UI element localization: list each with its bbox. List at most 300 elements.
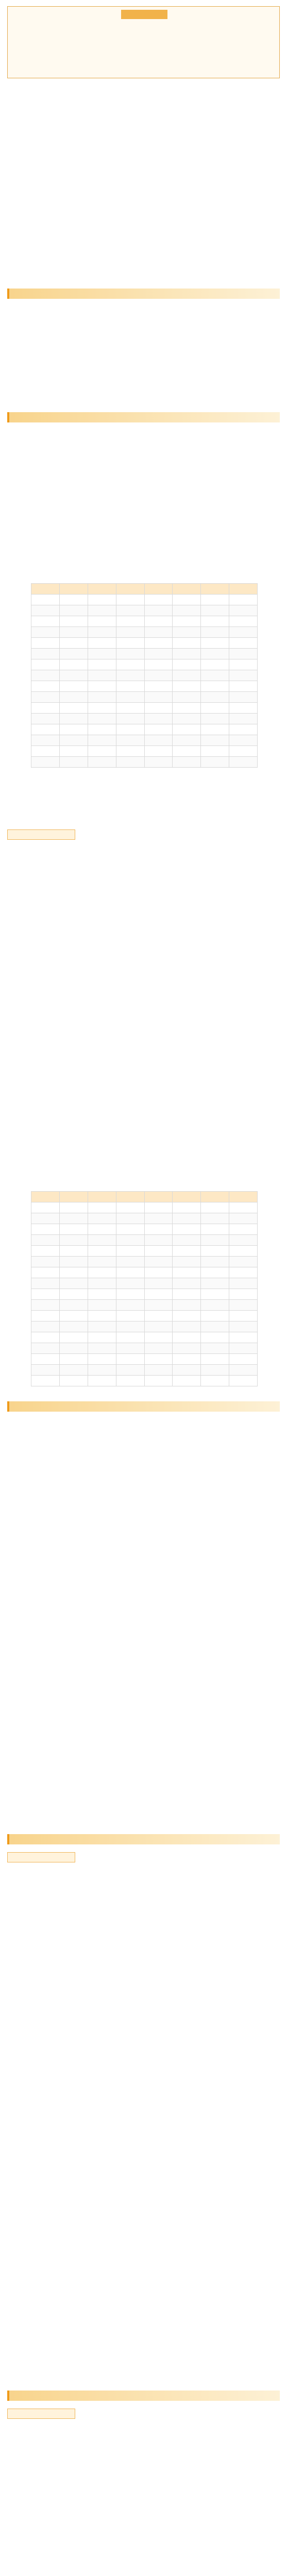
table-cell (173, 1332, 201, 1343)
table-cell (201, 1202, 229, 1213)
table-header-cell (88, 584, 116, 595)
table-cell (116, 1289, 144, 1300)
table-cell (229, 1332, 258, 1343)
table-cell (173, 638, 201, 649)
body-block-11 (7, 2156, 280, 2159)
table-cell (229, 1213, 258, 1224)
section-heading (7, 412, 280, 422)
table-cell (201, 1311, 229, 1321)
table-cell (88, 627, 116, 638)
table-cell (59, 703, 88, 714)
table-row (31, 1257, 258, 1267)
table-cell (229, 1376, 258, 1386)
subsection-tag (7, 829, 75, 840)
table-cell (144, 1289, 173, 1300)
table-body (31, 1202, 258, 1386)
table-cell (59, 1376, 88, 1386)
table-header-cell (229, 1192, 258, 1202)
section-heading (7, 2391, 280, 2401)
body-block-3 (7, 430, 280, 433)
table-cell (173, 627, 201, 638)
table-cell (88, 638, 116, 649)
table-cell (173, 1289, 201, 1300)
table-header-cell (173, 584, 201, 595)
table-cell (31, 714, 60, 724)
table-cell (59, 714, 88, 724)
table-cell (88, 714, 116, 724)
table-header-cell (173, 1192, 201, 1202)
table-cell (144, 681, 173, 692)
table-cell (88, 1213, 116, 1224)
highlight-line (7, 1540, 280, 1549)
table-header-cell (144, 584, 173, 595)
table-cell (31, 1267, 60, 1278)
table-cell (144, 703, 173, 714)
table-cell (144, 1332, 173, 1343)
table-cell (229, 1224, 258, 1235)
table-cell (229, 605, 258, 616)
table-cell (59, 1289, 88, 1300)
table-cell (229, 638, 258, 649)
table-cell (173, 724, 201, 735)
table-cell (144, 1202, 173, 1213)
table-cell (59, 757, 88, 768)
table-row (31, 1213, 258, 1224)
table-cell (229, 1246, 258, 1257)
table-cell (31, 616, 60, 627)
body-block-4 (7, 773, 280, 776)
table-cell (88, 735, 116, 746)
table-cell (31, 692, 60, 703)
table-cell (59, 1224, 88, 1235)
table-cell (229, 1289, 258, 1300)
table-cell (116, 1278, 144, 1289)
table-cell (173, 595, 201, 605)
table-cell (229, 681, 258, 692)
table-cell (173, 714, 201, 724)
table-cell (116, 1246, 144, 1257)
table-header-cell (201, 584, 229, 595)
table-cell (229, 1321, 258, 1332)
table-cell (88, 681, 116, 692)
table-cell (88, 1354, 116, 1365)
table-cell (144, 746, 173, 757)
table-cell (173, 692, 201, 703)
table-cell (173, 1376, 201, 1386)
table-cell (116, 649, 144, 659)
table-cell (59, 627, 88, 638)
table-cell (229, 627, 258, 638)
table-cell (173, 681, 201, 692)
table-cell (173, 659, 201, 670)
table-cell (229, 692, 258, 703)
table-cell (173, 605, 201, 616)
table-cell (201, 1213, 229, 1224)
table-row (31, 757, 258, 768)
body-block-9 (7, 1868, 280, 1871)
body-block-1 (7, 87, 280, 90)
table-cell (116, 1202, 144, 1213)
table-cell (144, 595, 173, 605)
table-cell (59, 746, 88, 757)
table-cell (201, 1246, 229, 1257)
table-row (31, 649, 258, 659)
table-header-cell (88, 1192, 116, 1202)
table-cell (31, 1224, 60, 1235)
table-cell (116, 1343, 144, 1354)
table-cell (116, 595, 144, 605)
table-row (31, 1235, 258, 1246)
table-cell (59, 670, 88, 681)
table-cell (31, 1278, 60, 1289)
body-block-10 (7, 2022, 280, 2025)
table-cell (144, 1257, 173, 1267)
table-cell (88, 692, 116, 703)
table-cell (201, 714, 229, 724)
table-cell (229, 714, 258, 724)
table-cell (88, 1343, 116, 1354)
section-heading (7, 1401, 280, 1412)
table-cell (144, 638, 173, 649)
table-cell (201, 616, 229, 627)
table-cell (173, 670, 201, 681)
table-row (31, 1311, 258, 1321)
table-cell (31, 595, 60, 605)
table-header-cell (31, 584, 60, 595)
table-cell (229, 1235, 258, 1246)
table-cell (31, 681, 60, 692)
table-cell (31, 724, 60, 735)
table-row (31, 1278, 258, 1289)
table-cell (88, 1246, 116, 1257)
table-cell (59, 735, 88, 746)
table-header-cell (116, 1192, 144, 1202)
table-cell (229, 1278, 258, 1289)
table-cell (229, 1343, 258, 1354)
table-cell (229, 595, 258, 605)
table-cell (59, 1343, 88, 1354)
table-cell (144, 670, 173, 681)
table-row (31, 1343, 258, 1354)
table-cell (88, 1202, 116, 1213)
table-cell (144, 1365, 173, 1376)
table-cell (59, 638, 88, 649)
table-cell (116, 670, 144, 681)
table-cell (201, 670, 229, 681)
table-cell (59, 616, 88, 627)
table-cell (144, 605, 173, 616)
table-cell (31, 1365, 60, 1376)
table-row (31, 638, 258, 649)
table-row (31, 692, 258, 703)
table-row (31, 1202, 258, 1213)
table-row (31, 1267, 258, 1278)
table-cell (201, 1235, 229, 1246)
table-cell (116, 659, 144, 670)
table-cell (144, 1235, 173, 1246)
table-cell (173, 1278, 201, 1289)
table-cell (88, 605, 116, 616)
table-cell (88, 1235, 116, 1246)
table-cell (88, 1376, 116, 1386)
table-cell (31, 757, 60, 768)
table-row (31, 1224, 258, 1235)
table-cell (59, 1332, 88, 1343)
table-cell (173, 1267, 201, 1278)
table-body (31, 595, 258, 768)
table-row (31, 724, 258, 735)
table-cell (173, 1235, 201, 1246)
table-cell (116, 735, 144, 746)
table-cell (144, 1213, 173, 1224)
table-cell (31, 735, 60, 746)
table-cell (116, 638, 144, 649)
table-cell (201, 638, 229, 649)
table-row (31, 714, 258, 724)
table-row (31, 1376, 258, 1386)
table-cell (201, 605, 229, 616)
table-cell (88, 757, 116, 768)
table-cell (173, 1321, 201, 1332)
table-cell (201, 1332, 229, 1343)
table-header-cell (59, 1192, 88, 1202)
data-table-1 (31, 583, 258, 768)
table-cell (59, 1267, 88, 1278)
table-cell (144, 1321, 173, 1332)
table-cell (229, 1202, 258, 1213)
table-cell (229, 757, 258, 768)
table-cell (173, 757, 201, 768)
table-cell (59, 605, 88, 616)
table-cell (116, 1224, 144, 1235)
table-cell (31, 1246, 60, 1257)
section-heading (7, 289, 280, 299)
table-cell (116, 605, 144, 616)
table-cell (144, 735, 173, 746)
table-cell (116, 681, 144, 692)
table-row (31, 1365, 258, 1376)
table-row (31, 670, 258, 681)
table-cell (31, 1321, 60, 1332)
table-cell (59, 1365, 88, 1376)
table-cell (88, 649, 116, 659)
table-cell (201, 724, 229, 735)
table-cell (116, 724, 144, 735)
table-row (31, 1246, 258, 1257)
table-cell (116, 703, 144, 714)
table-cell (59, 1311, 88, 1321)
table-cell (88, 659, 116, 670)
table-cell (59, 659, 88, 670)
body-block-12 (7, 2424, 280, 2427)
body-block-7 (7, 1553, 280, 1556)
table-cell (201, 659, 229, 670)
table-cell (116, 1354, 144, 1365)
table-cell (201, 1267, 229, 1278)
table-cell (229, 1311, 258, 1321)
table-row (31, 627, 258, 638)
table-cell (229, 703, 258, 714)
table-cell (144, 1300, 173, 1311)
table-cell (59, 1213, 88, 1224)
table-cell (173, 703, 201, 714)
table-cell (173, 1343, 201, 1354)
table-cell (144, 1343, 173, 1354)
table-header-cell (31, 1192, 60, 1202)
table-row (31, 595, 258, 605)
table-cell (144, 757, 173, 768)
table-cell (201, 1376, 229, 1386)
table-cell (116, 757, 144, 768)
table-cell (116, 1332, 144, 1343)
subsection-tag (7, 2409, 75, 2419)
table-header-cell (59, 584, 88, 595)
table-cell (173, 1300, 201, 1311)
section-heading (7, 1834, 280, 1844)
table-cell (229, 746, 258, 757)
table-cell (88, 1267, 116, 1278)
table-cell (144, 627, 173, 638)
body-block-6 (7, 1419, 280, 1422)
table-cell (229, 1267, 258, 1278)
table-header-cell (116, 584, 144, 595)
table-cell (173, 735, 201, 746)
table-cell (88, 1365, 116, 1376)
table-cell (229, 1257, 258, 1267)
table-cell (88, 703, 116, 714)
table-cell (144, 1267, 173, 1278)
summary-label (121, 10, 167, 19)
table-cell (59, 1321, 88, 1332)
table-cell (31, 1213, 60, 1224)
table-header-cell (144, 1192, 173, 1202)
table-row (31, 1332, 258, 1343)
table-row (31, 746, 258, 757)
table-header-cell (229, 584, 258, 595)
table-row (31, 1354, 258, 1365)
table-cell (31, 649, 60, 659)
table-cell (88, 1311, 116, 1321)
table-cell (173, 616, 201, 627)
table-cell (59, 649, 88, 659)
table-cell (229, 1365, 258, 1376)
table-cell (229, 1300, 258, 1311)
table-cell (201, 1278, 229, 1289)
table-cell (144, 1376, 173, 1386)
table-cell (173, 1365, 201, 1376)
table-cell (116, 1365, 144, 1376)
table-cell (144, 1354, 173, 1365)
table-cell (31, 1257, 60, 1267)
table-cell (144, 659, 173, 670)
table-cell (88, 746, 116, 757)
table-cell (88, 1332, 116, 1343)
table-cell (173, 1311, 201, 1321)
table-cell (59, 681, 88, 692)
table-row (31, 735, 258, 746)
table-cell (229, 1354, 258, 1365)
table-cell (59, 1300, 88, 1311)
body-block-8 (7, 1662, 280, 1665)
table-cell (116, 627, 144, 638)
table-cell (229, 670, 258, 681)
table-cell (144, 1311, 173, 1321)
table-cell (116, 1300, 144, 1311)
table-cell (59, 1354, 88, 1365)
table-cell (116, 692, 144, 703)
table-cell (173, 649, 201, 659)
table-cell (201, 1257, 229, 1267)
table-cell (201, 1289, 229, 1300)
table-cell (31, 703, 60, 714)
table-cell (31, 659, 60, 670)
table-cell (173, 1246, 201, 1257)
highlight-line (7, 2009, 280, 2018)
table-cell (173, 746, 201, 757)
table-cell (144, 1246, 173, 1257)
table-cell (59, 724, 88, 735)
table-cell (88, 1224, 116, 1235)
table-cell (88, 1321, 116, 1332)
table-cell (201, 746, 229, 757)
table-cell (173, 1224, 201, 1235)
table-cell (173, 1354, 201, 1365)
table-cell (31, 1235, 60, 1246)
table-row (31, 1321, 258, 1332)
table-cell (201, 703, 229, 714)
table-cell (59, 1246, 88, 1257)
table-cell (59, 595, 88, 605)
table-cell (88, 724, 116, 735)
highlight-line (7, 2143, 280, 2151)
table-cell (31, 605, 60, 616)
table-cell (31, 1376, 60, 1386)
table-cell (88, 595, 116, 605)
data-table-2 (31, 1191, 258, 1386)
table-cell (116, 714, 144, 724)
table-cell (31, 1332, 60, 1343)
table-cell (31, 1202, 60, 1213)
table-cell (88, 1300, 116, 1311)
table-cell (31, 1343, 60, 1354)
table-cell (173, 1257, 201, 1267)
table-cell (116, 1235, 144, 1246)
body-block-2 (7, 307, 280, 310)
table-cell (201, 1224, 229, 1235)
table-cell (116, 1257, 144, 1267)
table-cell (88, 1257, 116, 1267)
table-cell (31, 627, 60, 638)
table-cell (116, 1376, 144, 1386)
table-cell (201, 692, 229, 703)
table-cell (31, 1354, 60, 1365)
table-cell (59, 692, 88, 703)
table-cell (229, 649, 258, 659)
table-cell (201, 757, 229, 768)
table-cell (116, 1267, 144, 1278)
table-cell (229, 616, 258, 627)
table-cell (229, 659, 258, 670)
table-cell (229, 735, 258, 746)
summary-box (7, 6, 280, 78)
table-cell (201, 681, 229, 692)
table-cell (144, 1224, 173, 1235)
table-cell (144, 1278, 173, 1289)
table-cell (201, 627, 229, 638)
table-cell (173, 1213, 201, 1224)
table-cell (31, 1311, 60, 1321)
table-cell (144, 714, 173, 724)
